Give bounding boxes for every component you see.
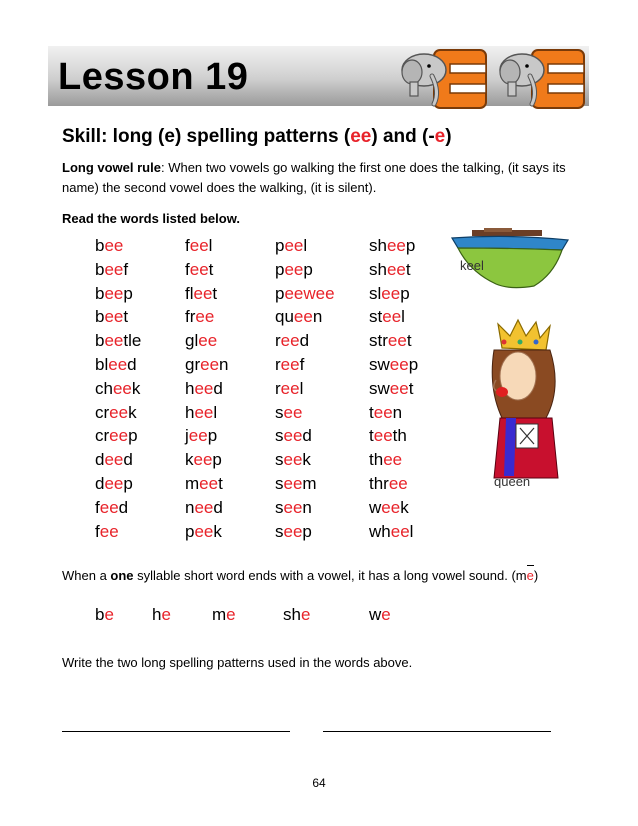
word-column-2: [185, 234, 229, 543]
word-part: b: [95, 259, 105, 279]
word-part: st: [369, 307, 383, 327]
word-pattern: ee: [99, 497, 119, 517]
short-rule-bold: one: [110, 568, 134, 583]
word-pattern: ee: [373, 426, 393, 446]
word-item: [185, 496, 229, 520]
word-pattern: e: [226, 605, 236, 624]
word-item: [275, 401, 335, 425]
word-item: [275, 258, 335, 282]
word-item: [95, 520, 141, 544]
word-part: p: [405, 236, 416, 255]
word-part: l: [213, 402, 218, 422]
word-part: sh: [369, 259, 387, 279]
word-item: [185, 353, 229, 377]
word-pattern: ee: [283, 521, 303, 541]
word-pattern: ee: [381, 283, 401, 303]
short-word: [152, 605, 171, 625]
word-pattern: ee: [283, 497, 303, 517]
word-part: th: [369, 450, 384, 470]
skill-suffix: ): [445, 126, 452, 147]
read-instruction: Read the words listed below.: [62, 211, 240, 226]
word-pattern: ee: [104, 283, 124, 303]
word-part: n: [185, 497, 195, 517]
word-part: tle: [123, 331, 142, 351]
word-pattern: ee: [112, 378, 132, 398]
page-number: 64: [312, 776, 326, 790]
word-part: f: [95, 521, 100, 541]
short-rule-after: syllable short word ends with a vowel, it has a long vowel sound. (: [133, 568, 516, 583]
word-item: [275, 520, 335, 544]
example-vowel-macron: e: [526, 568, 534, 583]
word-part: sh: [283, 605, 301, 624]
answer-line-1[interactable]: [62, 730, 290, 732]
word-part: p: [185, 521, 195, 541]
word-part: p: [123, 283, 133, 303]
word-pattern: ee: [280, 354, 300, 374]
word-pattern: e: [381, 605, 391, 624]
word-pattern: ee: [194, 521, 214, 541]
word-part: d: [95, 473, 105, 493]
word-item: [95, 496, 141, 520]
word-pattern: ee: [109, 426, 129, 446]
word-pattern: ee: [194, 497, 214, 517]
word-part: l: [409, 521, 414, 541]
word-pattern: ee: [109, 402, 129, 422]
word-pattern: ee: [195, 307, 215, 327]
word-part: cr: [95, 402, 110, 422]
word-pattern: ee: [280, 331, 300, 351]
word-part: p: [212, 450, 222, 470]
word-part: k: [302, 450, 311, 470]
long-vowel-rule: [62, 158, 582, 198]
word-part: l: [401, 307, 405, 327]
word-part: r: [275, 331, 281, 351]
word-item: [95, 424, 141, 448]
word-part: s: [275, 473, 284, 493]
rule-label: Long vowel rule: [62, 160, 161, 175]
word-pattern: ee: [283, 402, 303, 422]
word-pattern: ee: [194, 402, 214, 422]
short-rule-close: ): [533, 568, 539, 583]
word-item: [369, 520, 418, 544]
word-part: fr: [185, 307, 196, 327]
word-part: s: [275, 497, 284, 517]
word-item: [275, 424, 335, 448]
word-part: k: [131, 378, 141, 398]
word-item: [369, 282, 418, 306]
word-item: [275, 448, 335, 472]
word-part: sl: [369, 283, 382, 303]
word-part: t: [405, 259, 411, 279]
word-part: p: [275, 236, 285, 255]
word-pattern: ee: [383, 450, 403, 470]
word-pattern: eewee: [284, 283, 335, 303]
word-part: d: [213, 378, 223, 398]
word-part: t: [406, 331, 412, 351]
word-part: d: [302, 426, 312, 446]
word-part: b: [95, 283, 105, 303]
word-item: [185, 234, 229, 258]
skill-middle: ) and (-: [371, 126, 435, 147]
word-pattern: ee: [283, 450, 303, 470]
word-pattern: ee: [382, 307, 402, 327]
word-item: [185, 448, 229, 472]
word-item: [185, 424, 229, 448]
word-item: [369, 353, 418, 377]
short-word: [369, 605, 391, 625]
word-pattern: e: [300, 605, 311, 624]
word-part: l: [299, 378, 304, 398]
word-part: th: [392, 426, 407, 446]
word-part: d: [127, 354, 137, 374]
word-part: sw: [369, 354, 390, 374]
word-pattern: ee: [189, 259, 209, 279]
word-part: t: [208, 259, 214, 279]
word-part: h: [185, 378, 195, 398]
word-part: r: [275, 354, 281, 374]
word-item: [95, 258, 141, 282]
word-part: k: [185, 450, 194, 470]
word-part: t: [212, 283, 218, 303]
word-part: str: [369, 331, 388, 351]
word-item: [275, 282, 335, 306]
word-part: t: [123, 307, 129, 327]
word-part: n: [219, 354, 229, 374]
word-pattern: ee: [373, 402, 393, 422]
word-part: k: [128, 402, 137, 422]
short-word-rule: [62, 568, 538, 583]
word-item: [95, 282, 141, 306]
word-item: [95, 329, 141, 353]
word-part: p: [275, 259, 285, 279]
word-item: [275, 329, 335, 353]
word-pattern: ee: [198, 331, 218, 351]
word-part: l: [208, 236, 213, 255]
word-pattern: ee: [99, 521, 119, 541]
word-pattern: ee: [108, 354, 128, 374]
word-part: h: [152, 605, 162, 624]
word-part: f: [185, 259, 190, 279]
word-pattern: ee: [194, 378, 214, 398]
word-part: p: [302, 521, 312, 541]
word-item: [95, 472, 141, 496]
word-item: [369, 472, 418, 496]
word-part: sh: [369, 236, 387, 255]
word-part: s: [275, 521, 284, 541]
word-item: [185, 401, 229, 425]
word-part: d: [123, 450, 133, 470]
word-column-3: [275, 234, 335, 543]
word-pattern: ee: [283, 473, 303, 493]
word-item: [369, 377, 418, 401]
word-part: n: [312, 307, 323, 327]
word-part: t: [369, 402, 374, 422]
word-item: [275, 353, 335, 377]
word-part: m: [185, 473, 200, 493]
word-part: w: [369, 497, 382, 517]
queen-picture: [480, 318, 570, 488]
word-item: [369, 424, 418, 448]
word-item: [369, 329, 418, 353]
word-item: [369, 448, 418, 472]
word-part: cr: [95, 426, 110, 446]
word-item: [369, 234, 418, 258]
word-part: p: [303, 259, 313, 279]
word-pattern: ee: [104, 450, 124, 470]
word-part: d: [299, 331, 310, 351]
word-part: f: [299, 354, 305, 374]
skill-prefix: Skill: long (e) spelling patterns (: [62, 126, 351, 147]
word-part: r: [275, 378, 281, 398]
word-item: [185, 377, 229, 401]
word-part: p: [207, 426, 218, 446]
word-column-1: [95, 234, 141, 543]
word-part: b: [95, 236, 105, 255]
word-part: n: [392, 402, 403, 422]
word-pattern: ee: [104, 259, 124, 279]
word-part: p: [400, 283, 410, 303]
word-item: [95, 448, 141, 472]
word-pattern: ee: [189, 236, 209, 255]
word-part: wh: [369, 521, 391, 541]
word-pattern: ee: [104, 473, 124, 493]
short-word: [95, 605, 114, 625]
word-pattern: ee: [293, 307, 313, 327]
word-part: sw: [369, 378, 390, 398]
word-item: [185, 305, 229, 329]
skill-heading: [62, 126, 452, 148]
word-part: bl: [95, 354, 109, 374]
word-part: k: [213, 521, 222, 541]
word-part: gl: [185, 331, 199, 351]
word-pattern: ee: [284, 236, 304, 255]
word-part: d: [213, 497, 223, 517]
word-part: thr: [369, 473, 389, 493]
word-pattern: ee: [284, 259, 304, 279]
queen-label: queen: [494, 474, 531, 488]
word-pattern: e: [104, 605, 114, 624]
word-pattern: ee: [389, 354, 409, 374]
word-part: p: [123, 473, 133, 493]
short-word: [283, 605, 310, 625]
word-part: l: [303, 236, 308, 255]
word-part: p: [128, 426, 138, 446]
example-start: m: [515, 568, 527, 583]
write-prompt: Write the two long spelling patterns used in the words above.: [62, 655, 413, 670]
short-rule-before: When a: [62, 568, 111, 583]
word-part: m: [212, 605, 227, 624]
word-item: [275, 472, 335, 496]
word-item: [95, 401, 141, 425]
word-pattern: ee: [390, 521, 410, 541]
word-part: j: [185, 426, 189, 446]
skill-pattern-e: e: [434, 126, 446, 147]
lesson-title: Lesson 19: [58, 56, 249, 98]
lesson-banner: [48, 46, 589, 116]
word-part: n: [302, 497, 312, 517]
word-item: [185, 282, 229, 306]
keel-boat-picture: [450, 228, 570, 290]
word-part: t: [369, 426, 374, 446]
word-part: s: [275, 402, 284, 422]
skill-pattern-ee: ee: [350, 126, 372, 147]
word-part: p: [275, 283, 285, 303]
word-pattern: ee: [104, 236, 124, 255]
word-item: [95, 377, 141, 401]
elephant-e-icon: [494, 46, 589, 116]
word-part: f: [123, 259, 129, 279]
word-item: [185, 329, 229, 353]
word-part: t: [218, 473, 223, 493]
word-pattern: ee: [386, 236, 406, 255]
word-part: b: [95, 605, 105, 624]
word-pattern: ee: [104, 331, 124, 351]
word-part: d: [118, 497, 129, 517]
word-item: [95, 353, 141, 377]
word-part: t: [408, 378, 414, 398]
word-pattern: e: [161, 605, 171, 624]
word-pattern: ee: [280, 378, 300, 398]
short-word: [212, 605, 236, 625]
word-part: h: [185, 402, 195, 422]
word-part: d: [95, 450, 105, 470]
word-item: [275, 377, 335, 401]
word-pattern: ee: [193, 283, 213, 303]
elephant-e-icon: [396, 46, 491, 116]
word-part: f: [185, 236, 190, 255]
word-pattern: ee: [200, 354, 220, 374]
word-pattern: ee: [104, 307, 124, 327]
keel-label: keel: [460, 258, 484, 273]
word-part: m: [302, 473, 317, 493]
rule-text: : When two vowels go walking the first one does the talking, (it says its name) the second vowel does the walking, (it is silent).: [62, 160, 566, 195]
word-part: p: [408, 354, 419, 374]
word-pattern: ee: [199, 473, 219, 493]
word-item: [275, 496, 335, 520]
word-part: b: [95, 307, 105, 327]
word-pattern: ee: [381, 497, 401, 517]
word-item: [95, 234, 141, 258]
word-part: fl: [185, 283, 194, 303]
word-part: w: [369, 605, 382, 624]
word-item: [185, 258, 229, 282]
word-item: [369, 305, 418, 329]
word-part: f: [95, 497, 100, 517]
word-item: [95, 305, 141, 329]
word-pattern: ee: [188, 426, 208, 446]
word-column-4: [369, 234, 418, 543]
word-item: [275, 234, 335, 258]
word-part: b: [95, 331, 105, 351]
word-item: [185, 520, 229, 544]
word-pattern: ee: [193, 450, 213, 470]
word-pattern: ee: [388, 473, 408, 493]
word-item: [369, 401, 418, 425]
answer-line-2[interactable]: [323, 730, 551, 732]
word-part: s: [275, 426, 284, 446]
word-item: [369, 496, 418, 520]
word-pattern: ee: [389, 378, 409, 398]
word-part: gr: [185, 354, 201, 374]
word-item: [185, 472, 229, 496]
word-part: ch: [95, 378, 113, 398]
word-part: s: [275, 450, 284, 470]
word-pattern: ee: [283, 426, 303, 446]
word-item: [369, 258, 418, 282]
word-part: qu: [275, 307, 294, 327]
word-pattern: ee: [386, 259, 406, 279]
word-pattern: ee: [387, 331, 407, 351]
word-part: k: [400, 497, 409, 517]
word-item: [275, 305, 335, 329]
